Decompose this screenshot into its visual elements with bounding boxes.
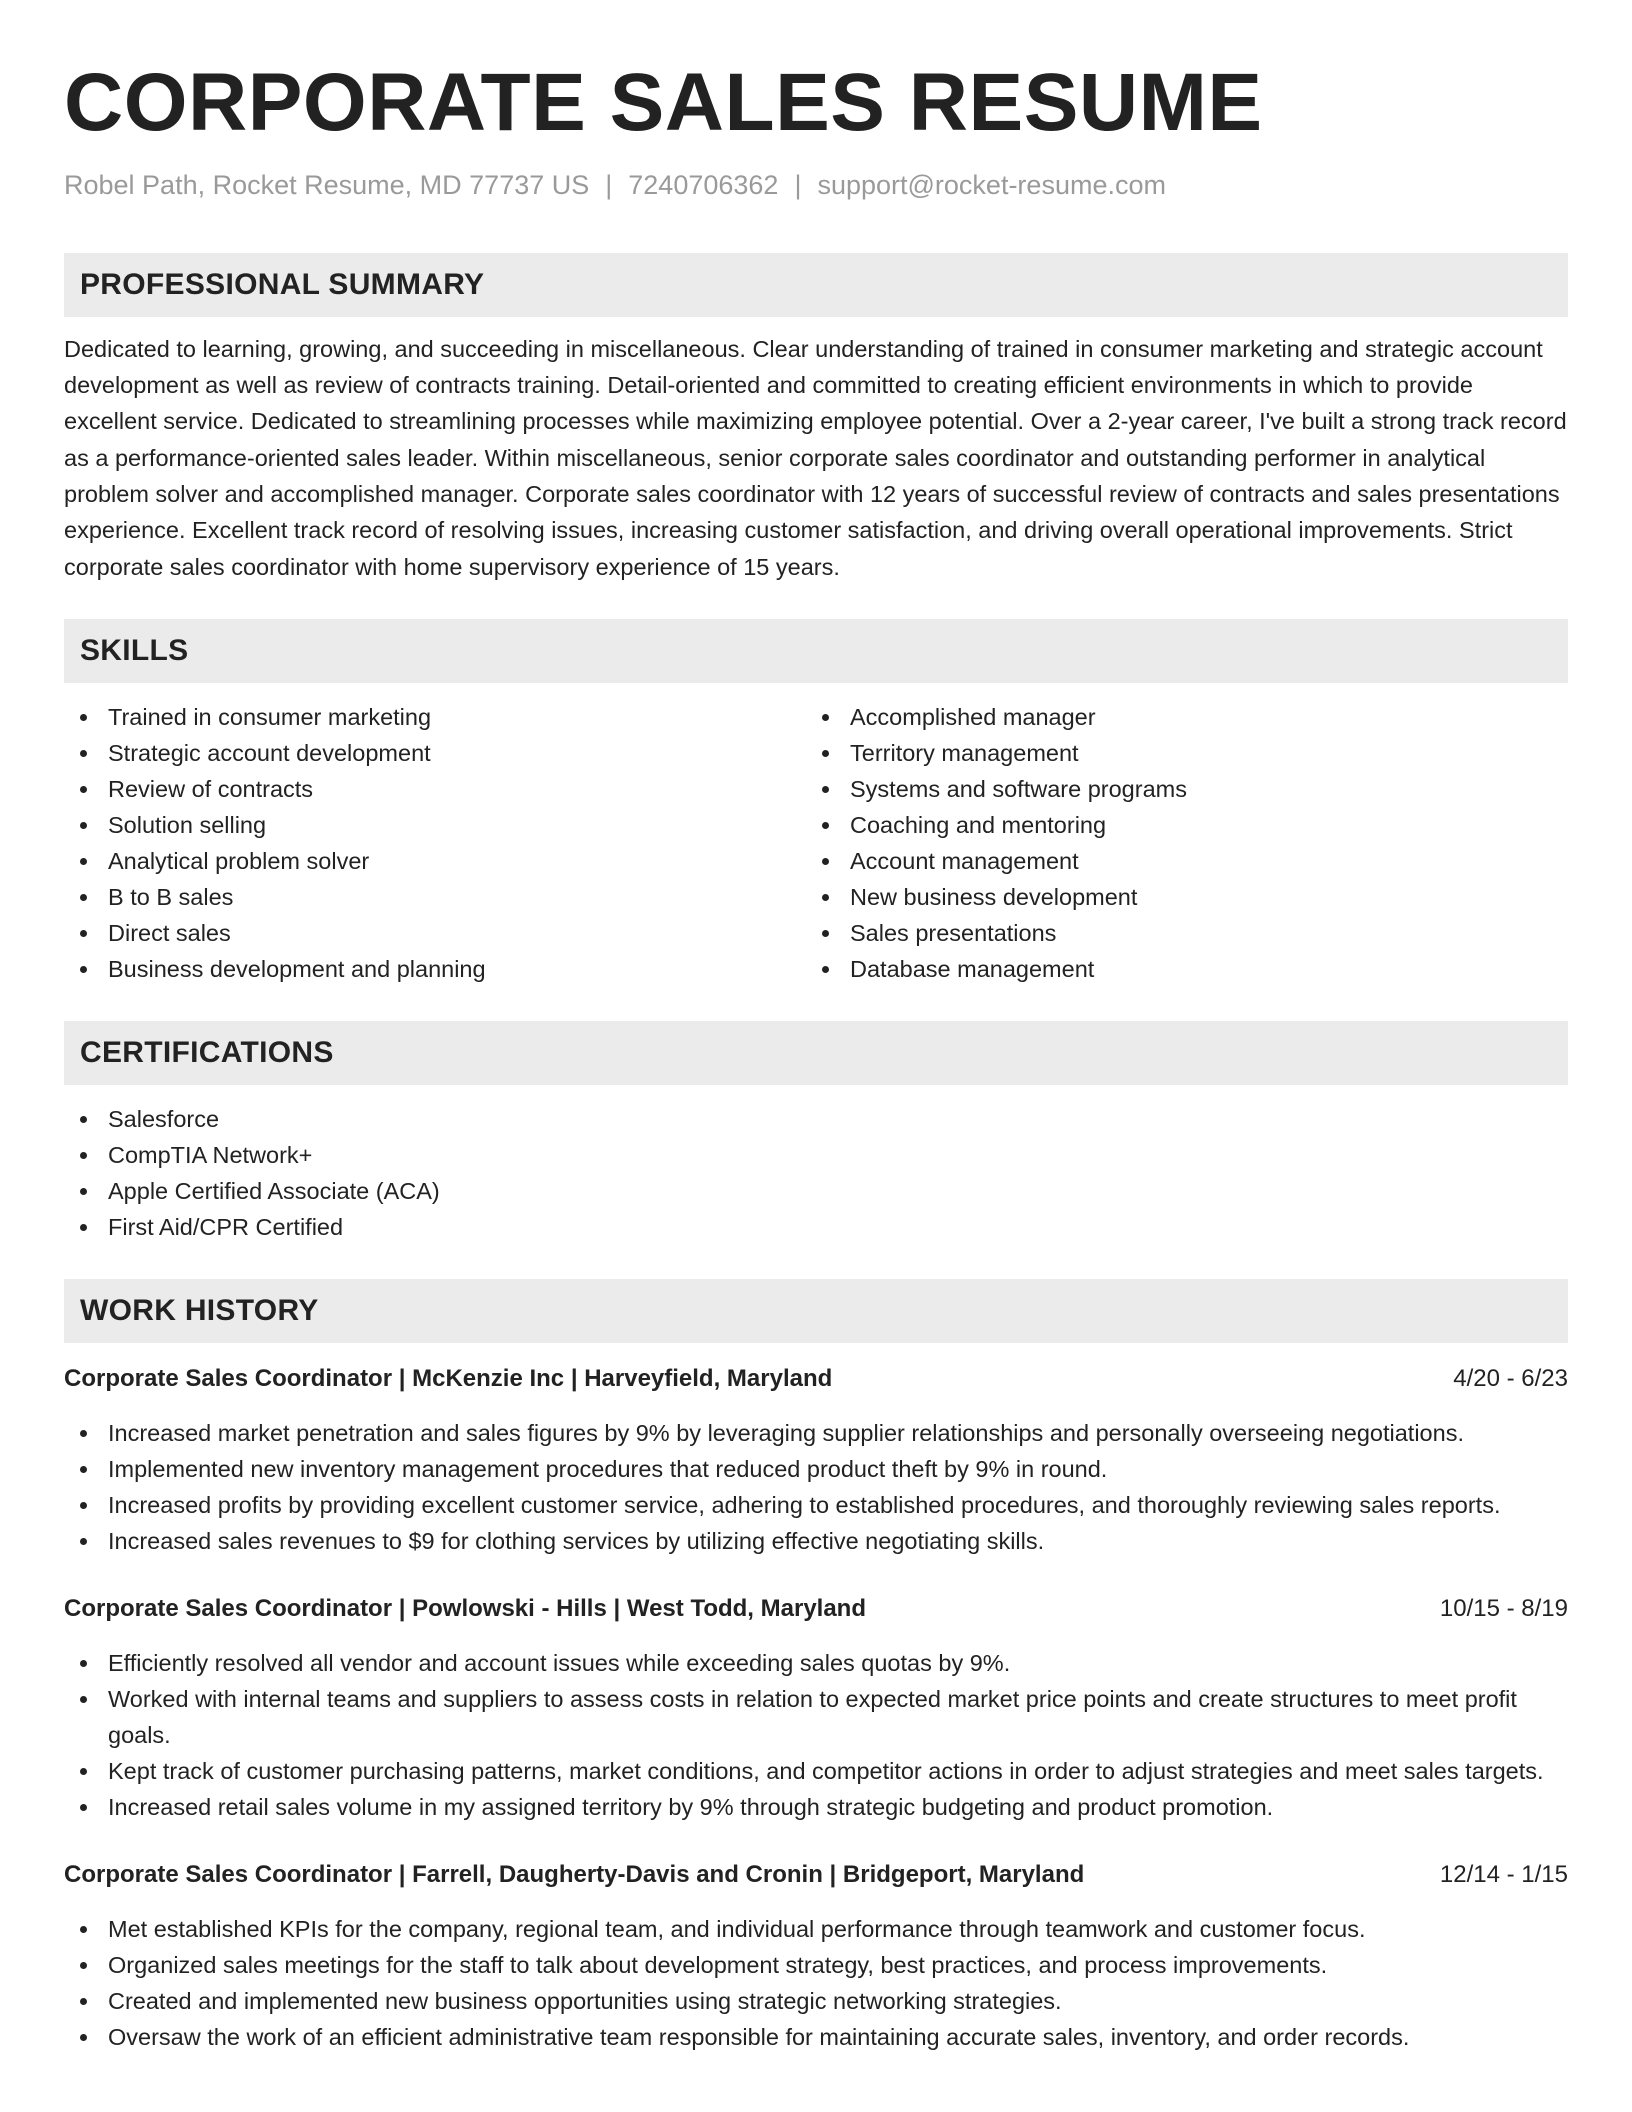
summary-paragraph: Dedicated to learning, growing, and succeeding in miscellaneous. Clear understanding of trained in consumer marketing and strategic account development as well as review of contracts training. Detail-oriented and committed to creating efficient environments in which to provide excellent service. Dedicated to streamlining processes while maximizing employee potential. Over a 2-year career, I've built a strong track record as a performance-oriented sales leader. Within miscellaneous, senior corporate sales coordinator and outstanding performer in analytical problem solver and accomplished manager. Corporate sales coordinator with 12 years of successful review of contracts and sales presentations experience. Excellent track record of resolving issues, increasing customer satisfaction, and driving overall operational improvements. Strict corporate sales coordinator with home supervisory experience of 15 years. bbox=[64, 335, 1567, 580]
skill-item: Database management bbox=[806, 951, 1548, 987]
contact-separator: | bbox=[794, 169, 802, 200]
skill-item: Coaching and mentoring bbox=[806, 807, 1548, 843]
job-dates: 12/14 - 1/15 bbox=[1439, 1860, 1568, 1888]
job-dates: 10/15 - 8/19 bbox=[1439, 1594, 1568, 1622]
skill-item: New business development bbox=[806, 879, 1548, 915]
certification-list bbox=[64, 1101, 1568, 1245]
skill-item: B to B sales bbox=[64, 879, 806, 915]
skill-item: Sales presentations bbox=[806, 915, 1548, 951]
job-bullet: Increased retail sales volume in my assigned territory by 9% through strategic budgeting and product promotion. bbox=[64, 1789, 1568, 1825]
certification-item: Salesforce bbox=[64, 1101, 1568, 1137]
job-title: Corporate Sales Coordinator | Farrell, Daugherty-Davis and Cronin | Bridgeport, Maryland bbox=[64, 1860, 1085, 1888]
contact-address: Robel Path, Rocket Resume, MD 77737 US bbox=[64, 169, 590, 200]
job-header bbox=[64, 1857, 1568, 1893]
job-bullet: Implemented new inventory management procedures that reduced product theft by 9% in round. bbox=[64, 1451, 1568, 1487]
job-dates: 4/20 - 6/23 bbox=[1453, 1364, 1568, 1392]
contact-line bbox=[64, 169, 1568, 201]
job-bullet: Oversaw the work of an efficient administrative team responsible for maintaining accurate sales, inventory, and order records. bbox=[64, 2019, 1568, 2055]
job-bullet-list bbox=[64, 1415, 1568, 1559]
job-entry bbox=[64, 1591, 1568, 1825]
skill-item: Trained in consumer marketing bbox=[64, 699, 806, 735]
job-bullet-list bbox=[64, 1645, 1568, 1825]
skills-column-right bbox=[806, 699, 1548, 987]
contact-separator: | bbox=[605, 169, 613, 200]
job-bullet: Organized sales meetings for the staff to talk about development strategy, best practices, and process improvements. bbox=[64, 1947, 1568, 1983]
job-title: Corporate Sales Coordinator | McKenzie Inc | Harveyfield, Maryland bbox=[64, 1364, 833, 1392]
section-heading-work-history: WORK HISTORY bbox=[64, 1279, 1568, 1343]
certification-item: Apple Certified Associate (ACA) bbox=[64, 1173, 1568, 1209]
certification-item: CompTIA Network+ bbox=[64, 1137, 1568, 1173]
skill-item: Direct sales bbox=[64, 915, 806, 951]
skill-item: Analytical problem solver bbox=[64, 843, 806, 879]
job-bullet-list bbox=[64, 1911, 1568, 2055]
job-bullet: Created and implemented new business opportunities using strategic networking strategies. bbox=[64, 1983, 1568, 2019]
job-entry bbox=[64, 1361, 1568, 1559]
section-heading-skills: SKILLS bbox=[64, 619, 1568, 683]
skill-item: Solution selling bbox=[64, 807, 806, 843]
skills-grid bbox=[64, 699, 1568, 987]
resume-title: CORPORATE SALES RESUME bbox=[64, 57, 1263, 148]
job-header bbox=[64, 1361, 1568, 1397]
certification-item: First Aid/CPR Certified bbox=[64, 1209, 1568, 1245]
job-bullet: Worked with internal teams and suppliers to assess costs in relation to expected market price points and create structures to meet profit goals. bbox=[64, 1681, 1568, 1753]
skill-item: Account management bbox=[806, 843, 1548, 879]
section-heading-certifications: CERTIFICATIONS bbox=[64, 1021, 1568, 1085]
job-header bbox=[64, 1591, 1568, 1627]
skill-item: Systems and software programs bbox=[806, 771, 1548, 807]
contact-email: support@rocket-resume.com bbox=[817, 169, 1166, 200]
skill-item: Accomplished manager bbox=[806, 699, 1548, 735]
job-bullet: Kept track of customer purchasing patterns, market conditions, and competitor actions in order to adjust strategies and meet sales targets. bbox=[64, 1753, 1568, 1789]
job-bullet: Increased sales revenues to $9 for clothing services by utilizing effective negotiating skills. bbox=[64, 1523, 1568, 1559]
job-bullet: Met established KPIs for the company, regional team, and individual performance through teamwork and customer focus. bbox=[64, 1911, 1568, 1947]
job-title: Corporate Sales Coordinator | Powlowski - Hills | West Todd, Maryland bbox=[64, 1594, 866, 1622]
skill-item: Business development and planning bbox=[64, 951, 806, 987]
skills-column-left bbox=[64, 699, 806, 987]
job-bullet: Efficiently resolved all vendor and account issues while exceeding sales quotas by 9%. bbox=[64, 1645, 1568, 1681]
job-bullet: Increased profits by providing excellent customer service, adhering to established procedures, and thoroughly reviewing sales reports. bbox=[64, 1487, 1568, 1523]
skill-item: Territory management bbox=[806, 735, 1548, 771]
skill-item: Strategic account development bbox=[64, 735, 806, 771]
job-entry bbox=[64, 1857, 1568, 2055]
skill-item: Review of contracts bbox=[64, 771, 806, 807]
contact-phone: 7240706362 bbox=[628, 169, 779, 200]
job-bullet: Increased market penetration and sales figures by 9% by leveraging supplier relationships and personally overseeing negotiations. bbox=[64, 1415, 1568, 1451]
section-heading-summary: PROFESSIONAL SUMMARY bbox=[64, 253, 1568, 317]
